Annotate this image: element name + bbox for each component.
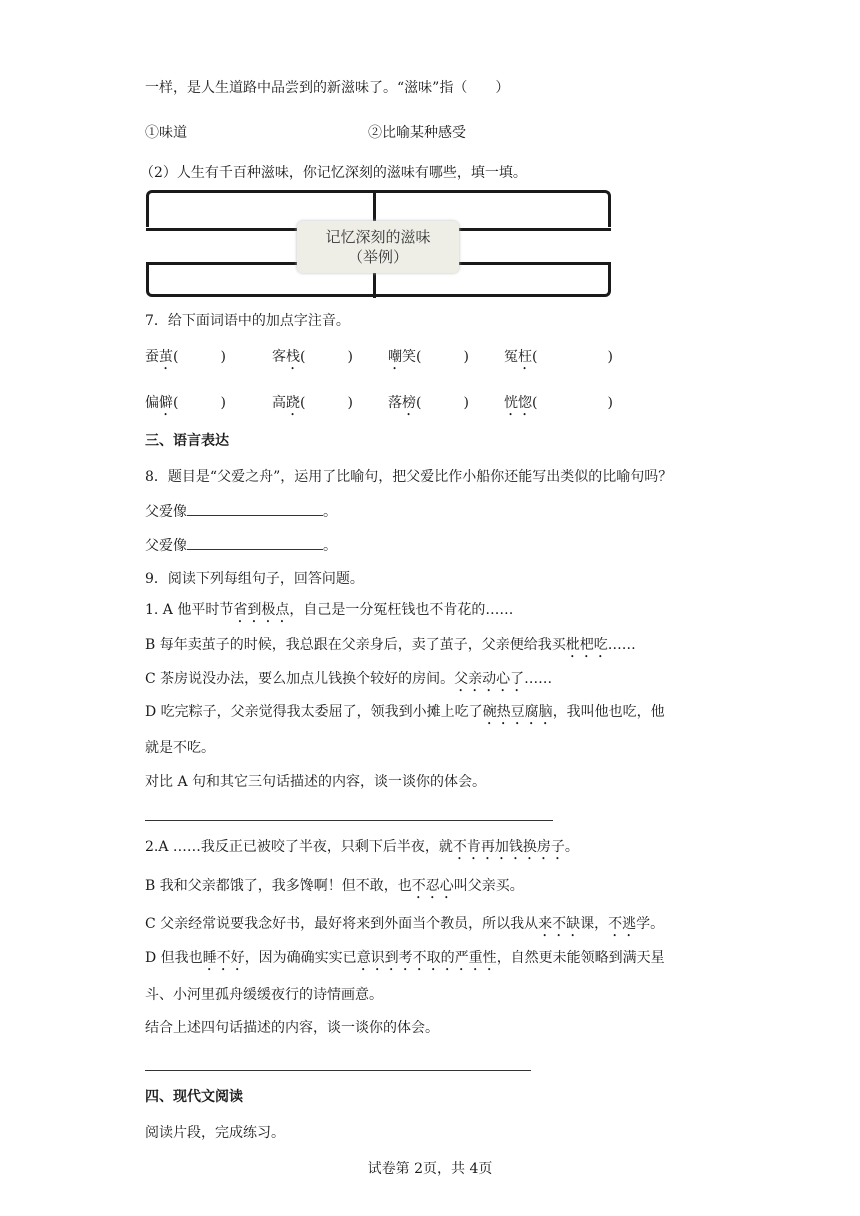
dotted-text: 父亲动心了 [454, 671, 525, 687]
text: ，自己是一分冤枉钱也不肯花的…… [289, 602, 514, 618]
dotted-text: 意识到考不取的严重性 [356, 950, 497, 966]
text: …… [607, 637, 636, 653]
g2-sentence-b [145, 876, 524, 902]
text: …… [524, 671, 553, 687]
text: C 茶房说没办法，要么加点儿钱换个较好的房间。 [145, 671, 455, 687]
g1-sentence-a [145, 600, 513, 626]
pinyin-pre: 蚕 [145, 349, 159, 365]
q8-prompt: 8．题目是“父爱之舟”，运用了比喻句，把父爱比作小船你还能写出类似的比喻句吗？ [145, 469, 673, 485]
section-4-heading: 四、现代文阅读 [145, 1089, 243, 1105]
pinyin-blank[interactable]: ( ) [532, 349, 613, 365]
pinyin-dotted: 枉 [518, 349, 532, 365]
pinyin-pre: 偏 [145, 395, 159, 411]
text: 1. A 他平时节 [145, 602, 234, 618]
pinyin-pre: 客 [272, 349, 286, 365]
g2-sentence-d-cont: 斗、小河里孤舟缓缓夜行的诗情画意。 [145, 987, 383, 1003]
text: 。 [564, 839, 579, 855]
text: C 父亲经常说要我念好书，最好将来到外面当个教员，所以我从 [145, 916, 539, 932]
text: D 但我也 [145, 950, 203, 966]
g1-sentence-d [145, 702, 665, 728]
text: 学。 [636, 916, 665, 932]
q8-prefix: 父爱像 [145, 504, 187, 520]
g2-sentence-c [145, 914, 664, 940]
pinyin-pre: 落 [388, 395, 402, 411]
section-3-heading: 三、语言表达 [145, 433, 229, 449]
pinyin-dotted: 茧 [159, 349, 173, 365]
pinyin-item [145, 392, 226, 419]
pinyin-dotted: 榜 [402, 395, 416, 411]
pinyin-item [272, 346, 353, 373]
pinyin-pre: 冤 [504, 349, 518, 365]
pinyin-blank[interactable]: ( ) [416, 395, 469, 411]
dotted-text: 省到极点 [233, 602, 290, 618]
dotted-text: 枇杷吃 [565, 637, 608, 653]
g2-sentence-a [145, 837, 579, 863]
pinyin-item [388, 392, 469, 419]
text: D 吃完粽子，父亲觉得我太委屈了，领我到小摊上吃了 [145, 704, 483, 720]
text: ，自然更未能领略到满天星 [496, 950, 665, 966]
dotted-text: 睡不好 [202, 950, 245, 966]
reading-instruction: 阅读片段，完成练习。 [145, 1125, 285, 1141]
q8-prefix: 父爱像 [145, 538, 187, 554]
pinyin-blank[interactable]: ( ) [300, 349, 353, 365]
dotted-text: 来不缺 [538, 916, 581, 932]
g2-sentence-d [145, 948, 665, 974]
pinyin-dotted: 跷 [286, 395, 300, 411]
text: ，我叫他也吃，他 [552, 704, 665, 720]
q6-subquestion-2: （2）人生有千百种滋味，你记忆深刻的滋味有哪些，填一填。 [140, 165, 527, 181]
q8-suffix: 。 [323, 538, 337, 554]
pinyin-blank[interactable]: ( ) [300, 395, 353, 411]
pinyin-item [388, 346, 469, 373]
text: B 我和父亲都饿了，我多馋啊！但不敢，也 [145, 878, 412, 894]
text: ，因为确确实实已 [244, 950, 357, 966]
diagram-top-right-edge [458, 228, 611, 231]
q8-blank-2[interactable] [187, 535, 323, 550]
pinyin-dotted: 恍惚 [504, 395, 532, 411]
pinyin-item [504, 346, 613, 373]
text: 2.A ……我反正已被咬了半夜，只剩下后半夜，就 [145, 839, 453, 855]
text: 课， [580, 916, 609, 932]
diagram-center-label [297, 221, 459, 273]
g2-question: 结合上述四句话描述的内容，谈一谈你的体会。 [145, 1020, 439, 1036]
q7-prompt: 7．给下面词语中的加点字注音。 [145, 313, 350, 329]
g1-sentence-c [145, 669, 552, 695]
pinyin-blank[interactable]: ( ) [173, 349, 226, 365]
g1-answer-line[interactable] [145, 820, 553, 821]
diagram-bottom-right-edge [458, 262, 611, 265]
q6-option-2: ②比喻某种感受 [368, 125, 466, 141]
g1-sentence-d-cont: 就是不吃。 [145, 740, 215, 756]
diagram-top-divider [373, 190, 376, 224]
q6-tail: 一样，是人生道路中品尝到的新滋味了。“滋味”指（ ） [145, 80, 510, 96]
page-footer: 试卷第 2页，共 4页 [367, 1161, 493, 1177]
dotted-text: 不肯再加钱换房子 [452, 839, 565, 855]
dotted-text: 碗热豆腐脑 [482, 704, 553, 720]
diagram-top-left-edge [146, 228, 298, 231]
pinyin-dotted: 栈 [286, 349, 300, 365]
text: 叫父亲买。 [453, 878, 524, 894]
pinyin-blank[interactable]: ( ) [173, 395, 226, 411]
diagram-center-line1: 记忆深刻的滋味 [325, 228, 431, 246]
q8-suffix: 。 [323, 504, 337, 520]
q9-prompt: 9．阅读下列每组句子，回答问题。 [145, 571, 364, 587]
q8-answer-line-1 [145, 501, 337, 522]
g2-answer-line[interactable] [145, 1070, 531, 1071]
pinyin-item [504, 392, 613, 419]
q8-blank-1[interactable] [187, 501, 323, 516]
q8-answer-line-2 [145, 535, 337, 556]
pinyin-item [272, 392, 353, 419]
pinyin-item [145, 346, 226, 373]
diagram-center-line2: （举例） [347, 248, 408, 266]
q6-option-1: ①味道 [145, 125, 187, 141]
pinyin-blank[interactable]: 笑( ) [402, 349, 469, 365]
pinyin-dotted: 僻 [159, 395, 173, 411]
g1-question: 对比 A 句和其它三句话描述的内容，谈一谈你的体会。 [145, 774, 487, 790]
text: B 每年卖茧子的时候，我总跟在父亲身后，卖了茧子，父亲便给我买 [145, 637, 566, 653]
dotted-text: 不逃 [608, 916, 637, 932]
pinyin-pre: 高 [272, 395, 286, 411]
diagram-bottom-left-edge [146, 262, 298, 265]
g1-sentence-b [145, 635, 636, 661]
dotted-text: 不忍心 [411, 878, 454, 894]
pinyin-blank[interactable]: ( ) [532, 395, 613, 411]
pinyin-dotted: 嘲 [388, 349, 402, 365]
